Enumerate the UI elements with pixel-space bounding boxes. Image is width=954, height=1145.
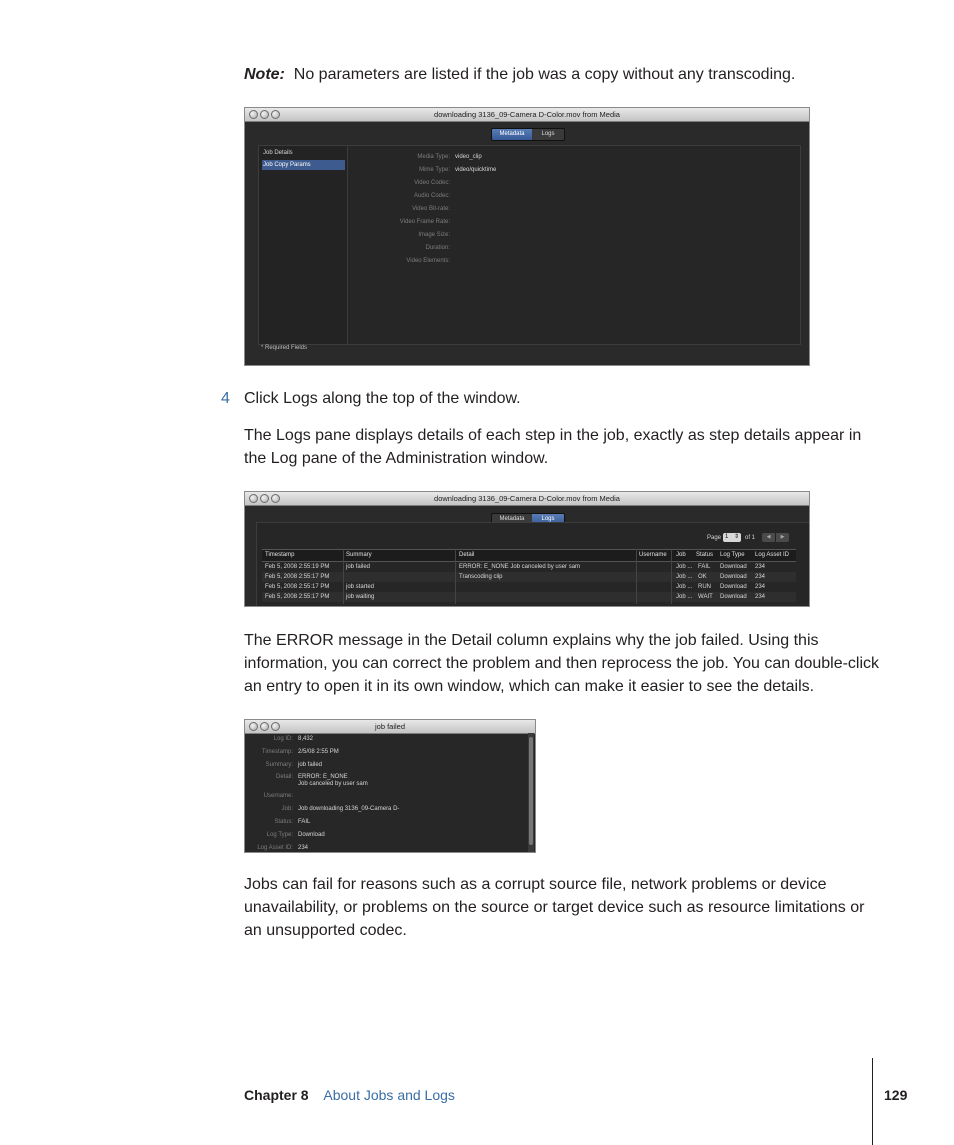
field-label-image-size: Image Size: — [418, 232, 450, 238]
cell-log-type: Download — [720, 564, 747, 570]
tab-logs[interactable]: Logs — [532, 129, 564, 140]
field-label-job: Job: — [281, 806, 293, 812]
field-label-media-type: Media Type: — [417, 154, 450, 160]
field-value-media-type: video_clip — [455, 154, 482, 160]
close-icon[interactable] — [249, 494, 258, 503]
field-label-detail: Detail: — [275, 774, 293, 780]
note-label: Note: — [244, 66, 285, 83]
cell-summary: job failed — [346, 564, 371, 570]
field-label-username: Username: — [263, 793, 293, 799]
col-job[interactable]: Job — [676, 552, 686, 558]
cell-job: Job ... — [676, 564, 693, 570]
cell-log-type: Download — [720, 584, 747, 590]
traffic-lights — [249, 722, 282, 731]
window-titlebar — [245, 108, 809, 122]
window-title: job failed — [374, 722, 406, 731]
field-value-job: Job downloading 3136_09-Camera D- — [298, 806, 400, 812]
page-nav — [762, 533, 789, 542]
sidebar-item-job-copy-params[interactable]: Job Copy Params — [262, 160, 345, 170]
col-status[interactable]: Status — [696, 552, 714, 558]
field-label-video-bitrate: Video Bit-rate: — [412, 206, 450, 212]
field-value-log-asset-id: 234 — [298, 845, 309, 851]
field-value-timestamp: 2/5/08 2:55 PM — [298, 749, 339, 755]
footer-divider — [872, 1058, 873, 1145]
field-value-log-id: 8,432 — [298, 736, 314, 742]
field-value-summary: job failed — [298, 762, 323, 768]
tab-metadata[interactable]: Metadata — [492, 129, 532, 140]
field-label-log-id: Log ID: — [273, 736, 293, 742]
note-paragraph — [244, 63, 884, 86]
traffic-lights — [249, 494, 282, 503]
field-value-mime-type: video/quicktime — [455, 167, 497, 173]
field-label-mime-type: Mime Type: — [419, 167, 450, 173]
field-label-status: Status: — [274, 819, 293, 825]
cell-job: Job ... — [676, 594, 693, 600]
step-text: Click Logs along the top of the window. — [244, 390, 521, 407]
sidebar-item-job-details[interactable]: Job Details — [263, 150, 293, 156]
column-divider — [455, 549, 456, 604]
close-icon[interactable] — [249, 110, 258, 119]
window-title: downloading 3136_09-Camera D-Color.mov from Media — [434, 494, 620, 503]
zoom-icon[interactable] — [271, 494, 280, 503]
footer-chapter — [244, 1087, 455, 1103]
prev-page-icon[interactable]: ◀ — [762, 533, 775, 542]
sidebar — [259, 146, 348, 344]
page-label: Page — [707, 535, 722, 541]
cell-log-type: Download — [720, 574, 747, 580]
field-label-log-type: Log Type: — [266, 832, 293, 838]
tab-metadata[interactable]: Metadata — [492, 514, 532, 525]
cell-asset-id: 234 — [755, 564, 766, 570]
zoom-icon[interactable] — [271, 110, 280, 119]
field-value-detail-line2: Job canceled by user sam — [298, 781, 368, 787]
chapter-label: Chapter 8 — [244, 1087, 309, 1103]
col-log-asset-id[interactable]: Log Asset ID — [755, 552, 790, 558]
col-summary[interactable]: Summary — [346, 552, 372, 558]
col-username[interactable]: Username — [639, 552, 667, 558]
field-label-log-asset-id: Log Asset ID: — [257, 845, 293, 851]
cell-summary: job waiting — [346, 594, 375, 600]
cell-asset-id: 234 — [755, 574, 766, 580]
field-value-log-type: Download — [298, 832, 325, 838]
zoom-icon[interactable] — [271, 722, 280, 731]
step-number: 4 — [221, 390, 230, 407]
close-icon[interactable] — [249, 722, 258, 731]
field-label-summary: Summary: — [265, 762, 293, 768]
page-selector[interactable] — [723, 533, 741, 542]
cell-status: FAIL — [698, 564, 711, 570]
cell-asset-id: 234 — [755, 584, 766, 590]
cell-timestamp: Feb 5, 2008 2:55:17 PM — [265, 594, 330, 600]
cell-status: RUN — [698, 584, 711, 590]
tab-logs[interactable]: Logs — [532, 514, 564, 525]
fields-area — [349, 154, 789, 274]
field-label-audio-codec: Audio Codec: — [413, 193, 450, 199]
cell-timestamp: Feb 5, 2008 2:55:17 PM — [265, 584, 330, 590]
minimize-icon[interactable] — [260, 110, 269, 119]
field-label-duration: Duration: — [425, 245, 450, 251]
cell-detail: Transcoding clip — [459, 574, 503, 580]
cell-timestamp: Feb 5, 2008 2:55:17 PM — [265, 574, 330, 580]
window-titlebar — [245, 492, 809, 506]
next-page-icon[interactable]: ▶ — [775, 533, 789, 542]
field-label-frame-rate: Video Frame Rate: — [399, 219, 450, 225]
required-fields-note: * Required Fields — [261, 345, 308, 351]
field-value-status: FAIL — [298, 819, 311, 825]
column-divider — [671, 549, 672, 604]
page-value: 1 — [725, 534, 729, 540]
scrollbar[interactable] — [528, 733, 534, 852]
column-divider — [343, 549, 344, 604]
cell-status: OK — [698, 574, 707, 580]
cell-job: Job ... — [676, 574, 693, 580]
logs-window-screenshot — [244, 491, 810, 607]
content-panel — [258, 145, 801, 345]
cell-job: Job ... — [676, 584, 693, 590]
cell-detail: ERROR: E_NONE Job canceled by user sam — [459, 564, 581, 570]
page-number: 129 — [884, 1087, 908, 1103]
cell-timestamp: Feb 5, 2008 2:55:19 PM — [265, 564, 330, 570]
traffic-lights — [249, 110, 282, 119]
job-failed-window-screenshot — [244, 719, 536, 853]
note-text: No parameters are listed if the job was a copy without any transcoding. — [293, 66, 796, 83]
field-value-detail: ERROR: E_NONE — [298, 774, 348, 780]
error-explanation-paragraph: The ERROR message in the Detail column explains why the job failed. Using this information, you can correct the problem and then reprocess the job. You can double-click an entry to open it in its own window, which can make it easier to see the details. — [244, 632, 880, 695]
page-count: of 1 — [745, 535, 756, 541]
field-label-video-codec: Video Codec: — [414, 180, 450, 186]
cell-asset-id: 234 — [755, 594, 766, 600]
col-timestamp[interactable]: Timestamp — [265, 552, 295, 558]
cell-log-type: Download — [720, 594, 747, 600]
logs-pane-paragraph: The Logs pane displays details of each step in the job, exactly as step details appear in the Log pane of the Administration window. — [244, 427, 862, 467]
window-title: downloading 3136_09-Camera D-Color.mov from Media — [434, 110, 620, 119]
col-log-type[interactable]: Log Type — [720, 552, 745, 558]
failure-reasons-paragraph: Jobs can fail for reasons such as a corrupt source file, network problems or device unavailability, or problems on the source or target device such as resource limitations or an unsupported codec. — [244, 876, 865, 939]
field-label-timestamp: Timestamp: — [261, 749, 293, 755]
scrollbar-thumb[interactable] — [529, 737, 533, 845]
tab-bar — [491, 128, 565, 141]
col-detail[interactable]: Detail — [459, 552, 475, 558]
field-label-video-elements: Video Elements: — [406, 258, 450, 264]
minimize-icon[interactable] — [260, 494, 269, 503]
minimize-icon[interactable] — [260, 722, 269, 731]
metadata-window-screenshot — [244, 107, 810, 366]
column-divider — [636, 549, 637, 604]
chapter-title-link[interactable]: About Jobs and Logs — [323, 1087, 455, 1103]
cell-summary: job started — [346, 584, 375, 590]
updown-icon: ⇕ — [733, 534, 739, 540]
window-titlebar — [245, 720, 535, 734]
cell-status: WAIT — [698, 594, 713, 600]
